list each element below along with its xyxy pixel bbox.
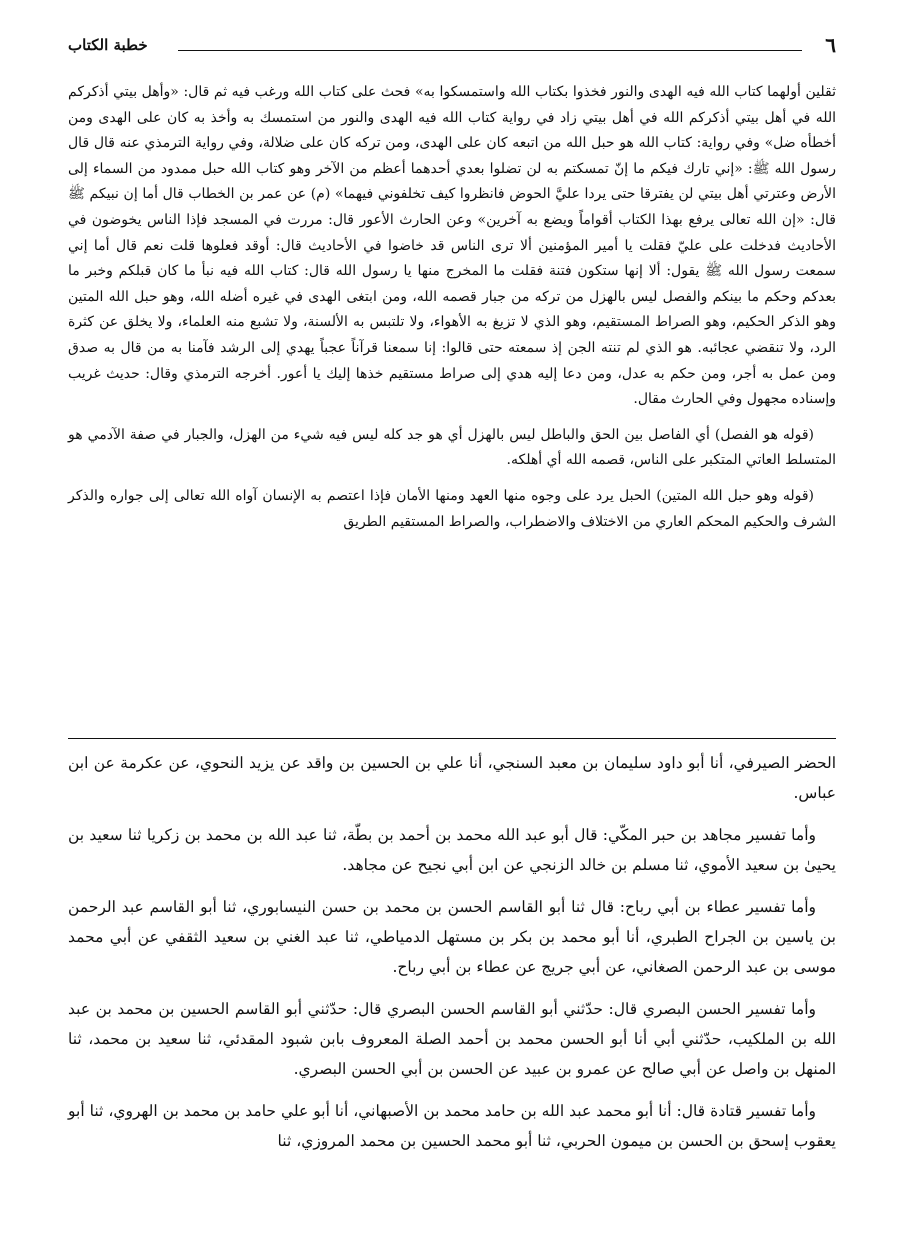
main-paragraph: ثقلين أولهما كتاب الله فيه الهدى والنور فخذوا بكتاب الله واستمسكوا به» فحث على كتاب الله ورغب فيه ثم قال: «وأهل بيتي أذكركم الله في أهل بيتي أذكركم الله في أهل بيتي زاد في رواية كتاب الله فيه الهدى والنور من استمسك به وأخذ به كان على الهدى ومن أخطأه ضل» وفي رواية: كتاب الله هو حبل الله من اتبعه كان على الهدى، ومن تركه كان على ضلالة، وفي رواية الترمذي عنه قال قال رسول الله ﷺ: «إني تارك فيكم ما إنّ تمسكتم به لن تضلوا بعدي أحدهما أعظم من الآخر وهو كتاب الله حبل ممدود من السماء إلى الأرض وعترتي أهل بيتي لن يفترقا حتى يردا عليَّ الحوض فانظروا كيف تخلفوني فيهما» (م) عن عمر بن الخطاب قال أما إن نبيكم ﷺ قال: «إن الله تعالى يرفع بهذا الكتاب أقواماً ويضع به آخرين» وعن الحارث الأعور قال: مررت في المسجد فإذا الناس يخوضون في الأحاديث فدخلت على عليّ فقلت يا أمير المؤمنين ألا ترى الناس قد خاضوا في الأحاديث قال: أوقد فعلوها قلت نعم قال أما إني سمعت رسول الله ﷺ يقول: ألا إنها ستكون فتنة فقلت ما المخرج منها يا رسول الله قال: كتاب الله فيه نبأ ما كان قبلكم وخبر ما بعدكم وحكم ما بينكم والفصل ليس بالهزل من تركه من جبار قصمه الله، ومن ابتغى الهدى في غيره أضله الله، وهو حبل الله المتين وهو الذكر الحكيم، وهو الصراط المستقيم، وهو الذي لا تزيغ به الأهواء، ولا تلتبس به الألسنة، ولا تشبع منه العلماء، ولا يخلق عن كثرة الرد، ولا تنقضي عجائبه. هو الذي لم تنته الجن إذ سمعته حتى قالوا: إنا سمعنا قرآناً عجباً يهدي إلى الرشد فآمنا به من قال به صدق ومن عمل به أجر، ومن حكم به عدل، ومن دعا إليه هدي إلى صراط مستقيم خذها إليك يا أعور. أخرجه الترمذي وقال: حديث غريب وإسناده مجهول وفي الحارث مقال.	[68, 84, 836, 408]
footnote-paragraph: الحضر الصيرفي، أنا أبو داود سليمان بن معبد السنجي، أنا علي بن الحسين بن واقد عن يزيد النحوي، عن عكرمة عن ابن عباس.	[68, 754, 836, 802]
gloss-paragraph: (قوله هو الفصل) أي الفاصل بين الحق والباطل ليس بالهزل أي هو جد كله ليس فيه شيء من الهزل، والجبار في صفة الآدمي هو المتسلط العاتي المتكبر على الناس، قصمه الله أي أهلكه.	[68, 426, 836, 469]
footnote-paragraph: وأما تفسير مجاهد بن حبر المكّي: قال أبو عبد الله محمد بن أحمد بن بطّة، ثنا عبد الله بن محمد بن زكريا ثنا سعيد بن يحيىٰ بن سعيد الأموي، ثنا مسلم بن خالد الزنجي عن ابن أبي نجيح عن مجاهد.	[68, 826, 836, 874]
footnote-section	[68, 748, 836, 1168]
section-divider	[68, 738, 836, 739]
header-rule	[178, 50, 802, 51]
page-number: ٦	[825, 33, 836, 57]
gloss-paragraph: (قوله وهو حبل الله المتين) الحبل يرد على وجوه منها العهد ومنها الأمان فإذا اعتصم به الإنسان آواه الله تعالى إلى جواره والذكر الشرف والحكيم المحكم العاري من الاختلاف والاضطراب، والصراط المستقيم الطريق	[68, 487, 836, 530]
page-header	[68, 34, 836, 58]
main-text	[68, 80, 836, 545]
footnote-paragraph: وأما تفسير عطاء بن أبي رباح: قال ثنا أبو القاسم الحسن بن محمد بن حسن النيسابوري، ثنا أبو القاسم عبد الرحمن بن ياسين بن الجراح الطبري، أنا أبو محمد بن بكر بن مستهل الدمياطي، ثنا عبد الغني بن سعيد الثقفي عن أبي محمد موسى بن عبد الرحمن الصغاني، عن أبي جريج عن عطاء بن أبي رباح.	[68, 898, 836, 976]
running-title: خطبة الكتاب	[68, 36, 148, 54]
footnote-paragraph: وأما تفسير الحسن البصري قال: حدّثني أبو القاسم الحسن البصري قال: حدّثني أبو القاسم الحسين بن محمد بن عبد الله بن الملكيب، حدّثني أبي أنا أبو الحسن محمد بن أحمد الصلة المعروف بابن شبود المقدئي، ثنا سعيد بن محمد، ثنا المنهل بن واصل عن أبي صالح عن عمرو بن عبيد عن الحسن بن أبي الحسن البصري.	[68, 1000, 836, 1078]
footnote-paragraph: وأما تفسير قتادة قال: أنا أبو محمد عبد الله بن حامد محمد بن الأصبهاني، أنا أبو علي حامد بن محمد بن الهروي، ثنا أبو يعقوب إسحق بن الحسن بن ميمون الحربي، ثنا أبو محمد الحسين بن محمد المروزي، ثنا	[68, 1102, 836, 1150]
